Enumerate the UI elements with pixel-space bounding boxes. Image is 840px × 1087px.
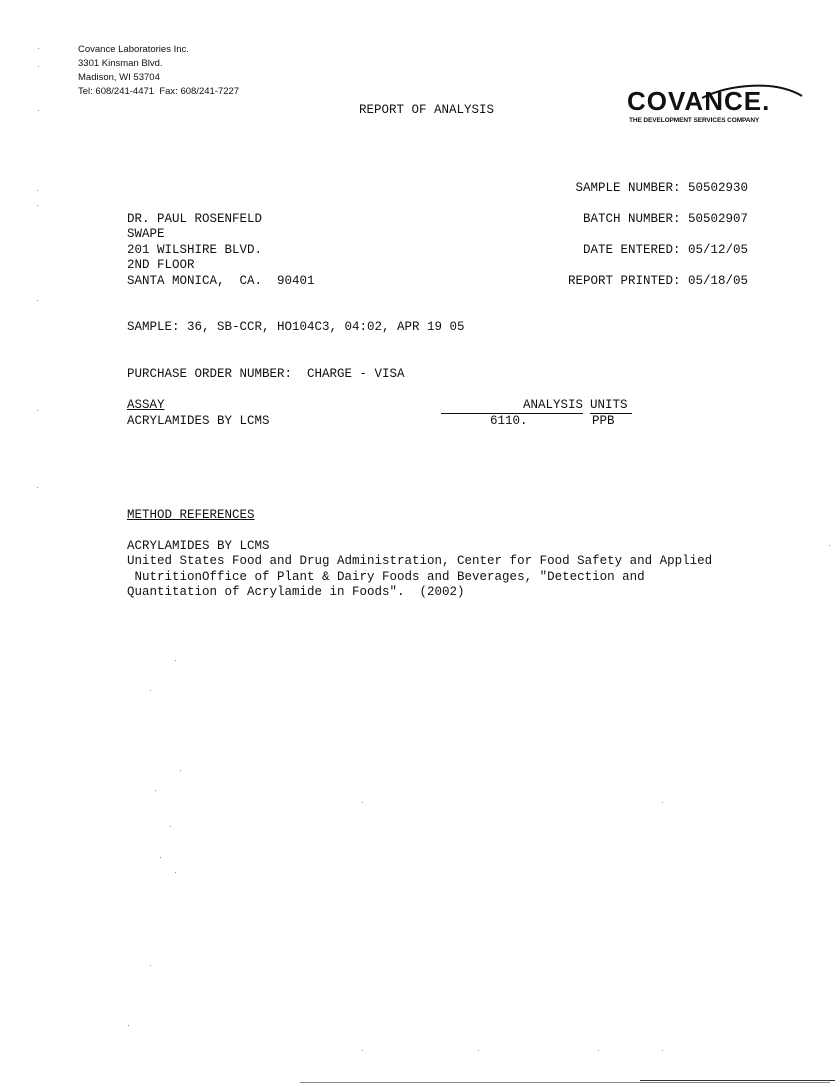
method-line-2: NutritionOffice of Plant & Dairy Foods and Beverages, "Detection and bbox=[127, 570, 645, 584]
header-units: UNITS bbox=[590, 398, 632, 414]
recipient-floor: 2ND FLOOR bbox=[127, 258, 195, 272]
date-entered: DATE ENTERED: 05/12/05 bbox=[582, 243, 748, 257]
logo-tagline: THE DEVELOPMENT SERVICES COMPANY bbox=[629, 117, 760, 124]
row-units: PPB bbox=[592, 414, 615, 428]
method-line-1: United States Food and Drug Administration, Center for Food Safety and Applied bbox=[127, 554, 713, 568]
method-heading: METHOD REFERENCES bbox=[127, 508, 255, 522]
recipient-org: SWAPE bbox=[127, 227, 165, 241]
lab-city: Madison, WI 53704 bbox=[78, 72, 160, 83]
method-subheading: ACRYLAMIDES BY LCMS bbox=[127, 539, 270, 553]
report-printed: REPORT PRINTED: 05/18/05 bbox=[567, 274, 748, 288]
lab-phone: Tel: 608/241-4471 Fax: 608/241-7227 bbox=[78, 86, 240, 97]
lab-name: Covance Laboratories Inc. bbox=[78, 44, 189, 55]
row-assay: ACRYLAMIDES BY LCMS bbox=[127, 414, 270, 428]
lab-street: 3301 Kinsman Blvd. bbox=[78, 58, 163, 69]
batch-number: BATCH NUMBER: 50502907 bbox=[582, 212, 748, 226]
sample-number: SAMPLE NUMBER: 50502930 bbox=[575, 181, 748, 195]
row-analysis: 6110. bbox=[490, 414, 528, 428]
report-title: REPORT OF ANALYSIS bbox=[359, 103, 495, 117]
sample-line: SAMPLE: 36, SB-CCR, HO104C3, 04:02, APR 19 05 bbox=[127, 320, 465, 334]
recipient-street: 201 WILSHIRE BLVD. bbox=[127, 243, 263, 257]
purchase-order-line: PURCHASE ORDER NUMBER: CHARGE - VISA bbox=[127, 367, 405, 381]
logo-swoosh-icon bbox=[700, 82, 805, 104]
header-analysis: ANALYSIS bbox=[441, 398, 583, 414]
header-assay: ASSAY bbox=[127, 398, 165, 412]
recipient-name: DR. PAUL ROSENFELD bbox=[127, 212, 263, 226]
recipient-city: SANTA MONICA, CA. 90401 bbox=[127, 274, 315, 288]
method-line-3: Quantitation of Acrylamide in Foods". (2002) bbox=[127, 585, 465, 599]
logo-wordmark: COVANCE. bbox=[627, 86, 771, 116]
